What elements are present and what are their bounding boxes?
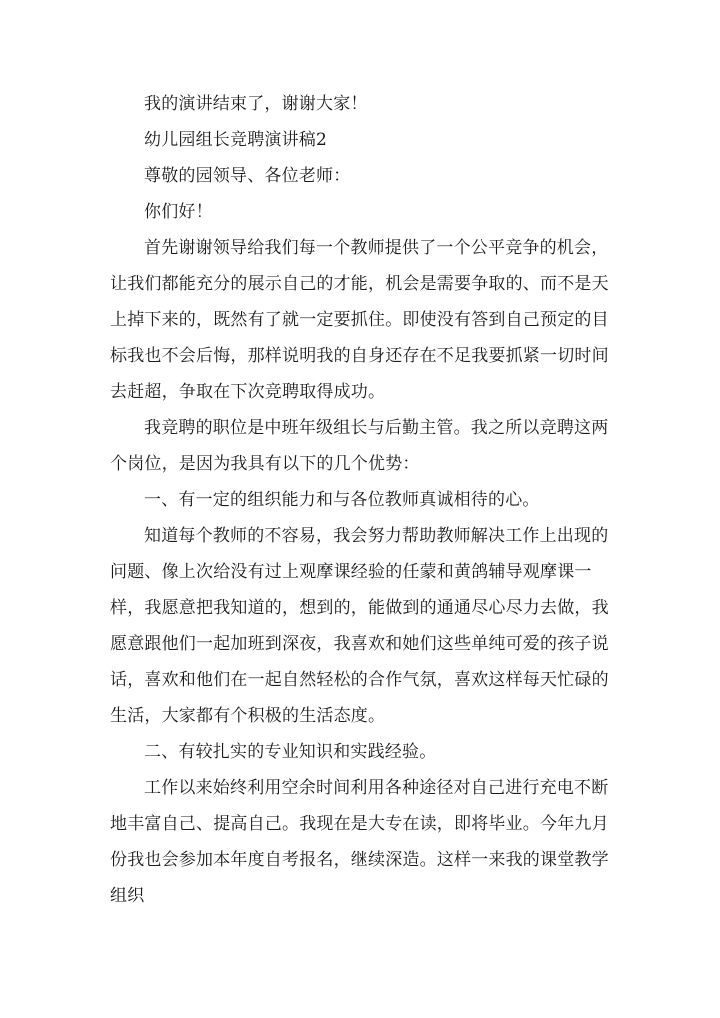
body-paragraph: 工作以来始终利用空余时间利用各种途径对自己进行充电不断地丰富自己、提高自己。我现在是大专在读，即将毕业。今年九月份我也会参加本年度自考报名，继续深造。这样一来我的课堂教学组织 bbox=[110, 778, 609, 906]
speech-title: 幼儿园组长竞聘演讲稿2 bbox=[144, 130, 328, 150]
greeting: 你们好！ bbox=[144, 202, 213, 222]
body-paragraph: 知道每个教师的不容易，我会努力帮助教师解决工作上出现的问题、像上次给没有过上观摩课经验的任蒙和黄鸽辅导观摩课一样，我愿意把我知道的，想到的，能做到的通通尽心尽力去做，我愿意跟他们一起加班到深夜，我喜欢和她们这些单纯可爱的孩子说话，喜欢和他们在一起自然轻松的合作气氛，喜欢这样每天忙碌的生活，大家都有个积极的生活态度。 bbox=[110, 526, 609, 726]
section-heading: 一、有一定的组织能力和与各位教师真诚相待的心。 bbox=[144, 490, 540, 510]
body-paragraph: 我竞聘的职位是中班年级组长与后勤主管。我之所以竞聘这两个岗位，是因为我具有以下的几个优势： bbox=[110, 418, 609, 474]
closing-line: 我的演讲结束了，谢谢大家！ bbox=[144, 94, 368, 114]
body-paragraph: 首先谢谢领导给我们每一个教师提供了一个公平竞争的机会，让我们都能充分的展示自己的才能，机会是需要争取的、而不是天上掉下来的，既然有了就一定要抓住。即使没有答到自己预定的目标我也不会后悔，那样说明我的自身还存在不足我要抓紧一切时间去赶超，争取在下次竞聘取得成功。 bbox=[110, 238, 609, 402]
document-body bbox=[110, 86, 614, 914]
salutation: 尊敬的园领导、各位老师： bbox=[144, 166, 351, 186]
section-heading: 二、有较扎实的专业知识和实践经验。 bbox=[144, 742, 437, 762]
